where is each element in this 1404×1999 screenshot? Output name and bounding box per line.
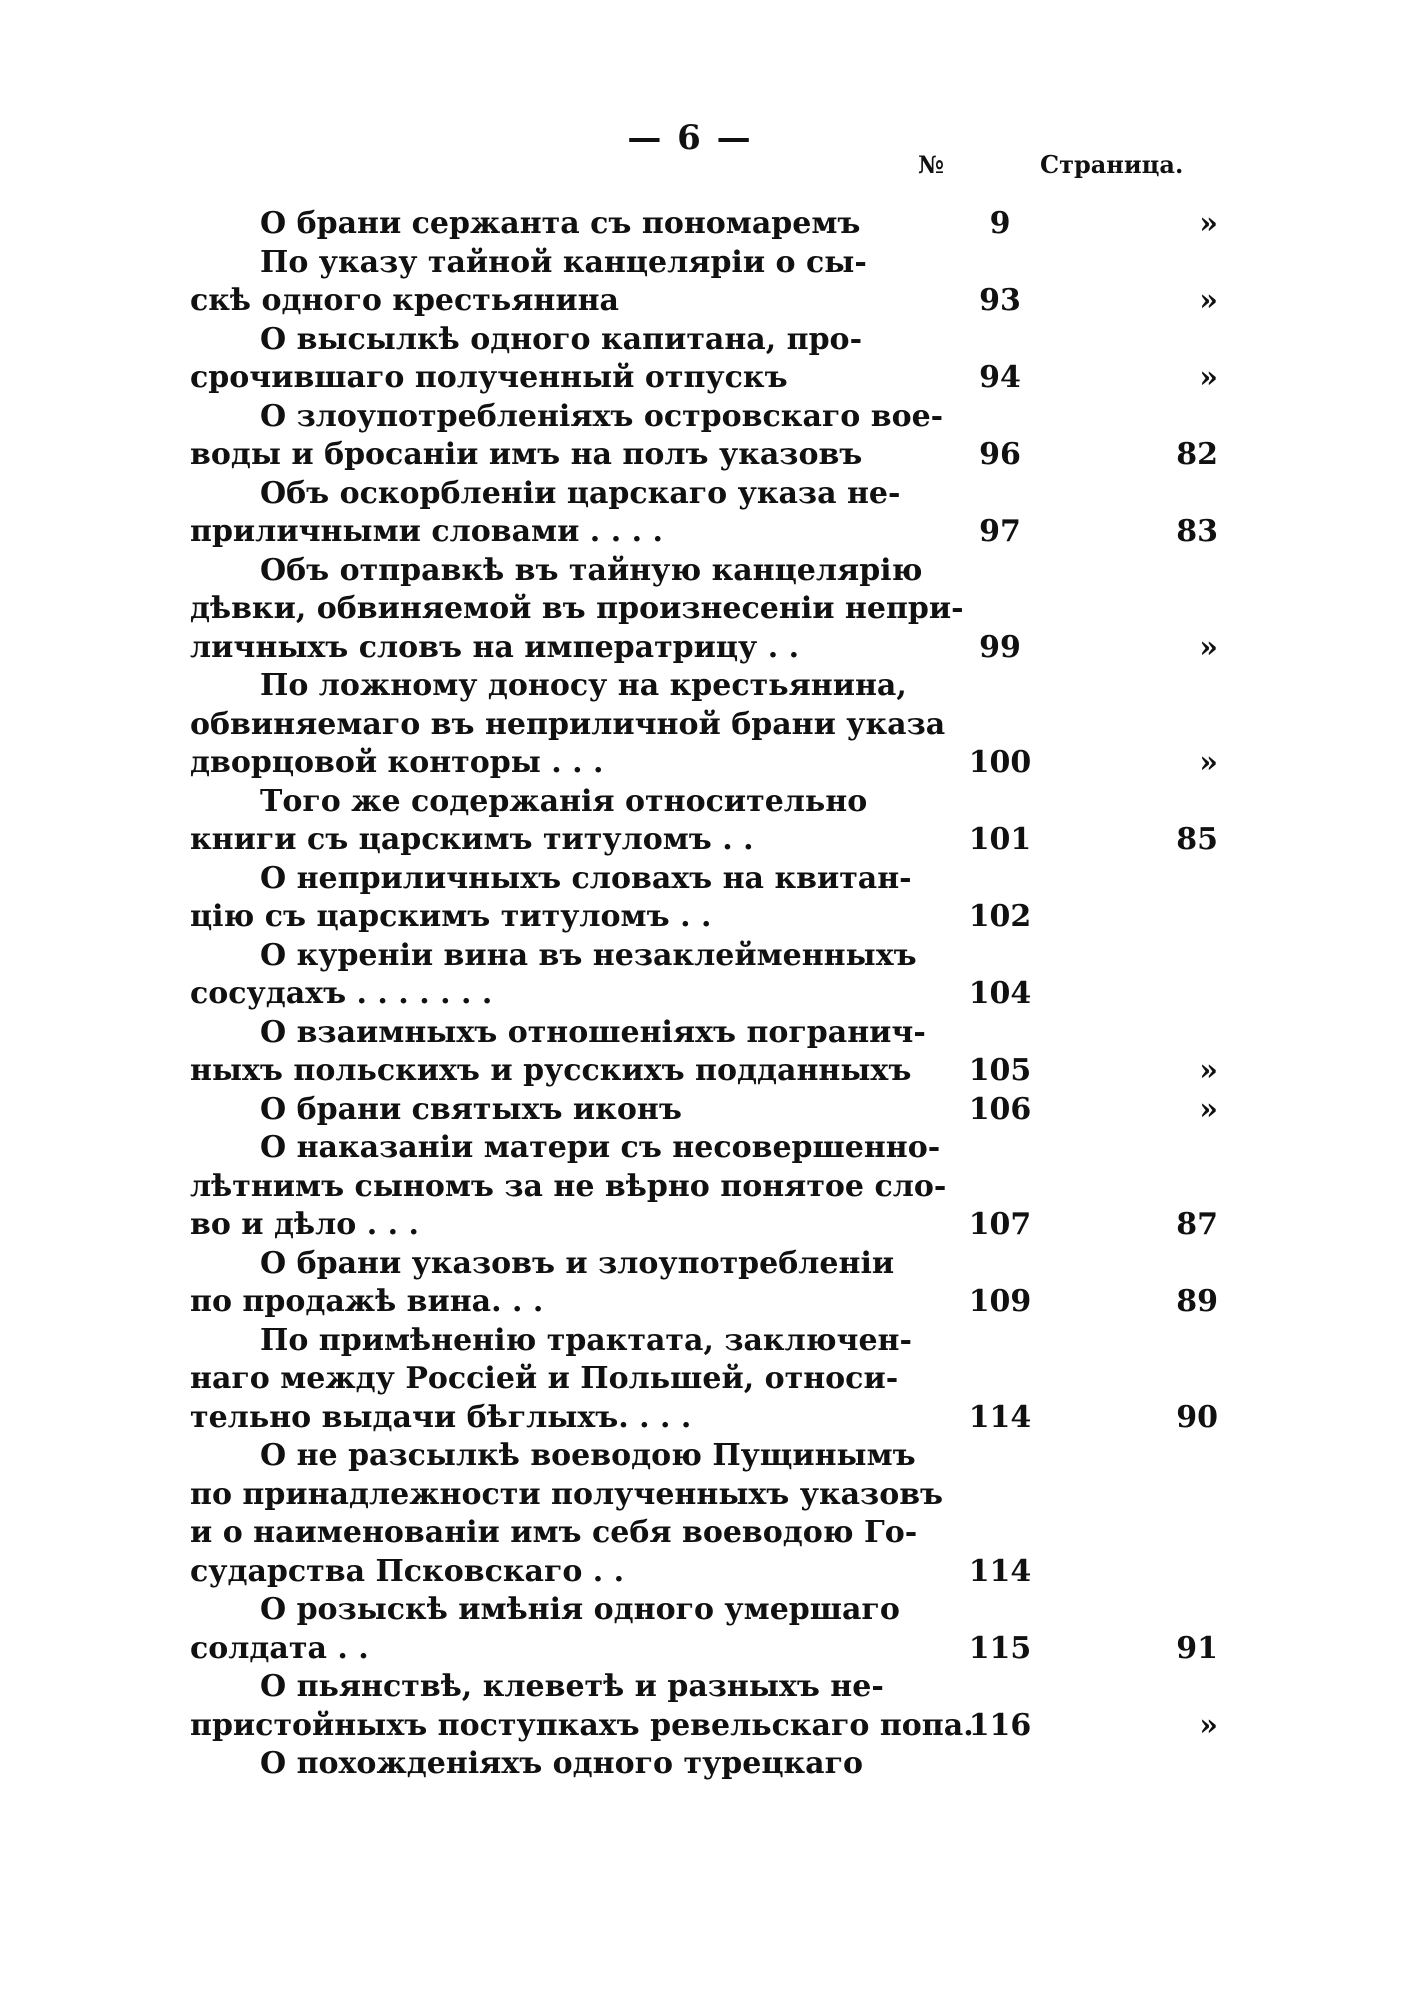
entry-page: »	[1199, 360, 1218, 395]
entry-line	[0, 706, 1404, 745]
entry-number: 104	[968, 976, 1032, 1011]
entry-line	[0, 552, 1404, 591]
entry-line	[0, 398, 1404, 437]
table-of-contents	[0, 205, 1404, 1784]
toc-entry	[0, 1129, 1404, 1245]
entry-line	[0, 898, 1404, 937]
entry-line	[0, 1245, 1404, 1284]
entry-title-text: скѣ одного крестьянина	[190, 283, 619, 318]
toc-entry	[0, 398, 1404, 475]
entry-number: 114	[968, 1553, 1032, 1589]
entry-number: 109	[968, 1284, 1032, 1319]
entry-title-text: дворцовой конторы . . .	[190, 745, 604, 780]
entry-title-text: О похожденіяхъ одного турецкаго	[260, 1746, 864, 1781]
entry-number: 105	[968, 1053, 1032, 1088]
entry-line	[0, 1052, 1404, 1091]
entry-page: »	[1199, 629, 1218, 665]
entry-page: »	[1199, 206, 1218, 241]
toc-entry	[0, 1245, 1404, 1322]
entry-page: 90	[1176, 1399, 1218, 1435]
entry-number: 100	[968, 745, 1032, 780]
entry-line	[0, 1476, 1404, 1515]
entry-title-text: О розыскѣ имѣнія одного умершаго	[260, 1592, 900, 1627]
toc-entry	[0, 860, 1404, 937]
entry-title-text: срочившаго полученный отпускъ	[190, 360, 788, 395]
entry-title-text: по принадлежности полученныхъ указовъ	[190, 1476, 944, 1512]
entry-title-text: По указу тайной канцеляріи о сы-	[260, 244, 867, 280]
entry-title-text: Объ отправкѣ въ тайную канцелярію	[260, 552, 923, 588]
entry-line	[0, 1091, 1404, 1130]
entry-line	[0, 1322, 1404, 1361]
number-column-header: №	[918, 150, 945, 179]
entry-title-text: По примѣненію трактата, заключен-	[260, 1322, 912, 1358]
entry-title-text: воды и бросаніи имъ на полъ указовъ	[190, 437, 863, 472]
entry-title-text: дѣвки, обвиняемой въ произнесеніи непри-	[190, 591, 964, 626]
entry-number: 101	[968, 822, 1032, 857]
toc-entry	[0, 321, 1404, 398]
entry-title-text: личныхъ словъ на императрицу . .	[190, 629, 800, 665]
entry-title-text: тельно выдачи бѣглыхъ. . . .	[190, 1399, 692, 1435]
toc-entry	[0, 552, 1404, 668]
entry-number: 114	[968, 1399, 1032, 1435]
entry-line	[0, 205, 1404, 244]
entry-line	[0, 1014, 1404, 1053]
entry-line	[0, 1745, 1404, 1784]
entry-line	[0, 1514, 1404, 1553]
entry-title-text: солдата . .	[190, 1630, 369, 1666]
entry-page: 91	[1176, 1630, 1218, 1666]
entry-line	[0, 860, 1404, 899]
entry-line	[0, 667, 1404, 706]
entry-title-text: По ложному доносу на крестьянина,	[260, 668, 907, 703]
entry-title-text: наго между Россіей и Польшей, относи-	[190, 1361, 899, 1396]
entry-number: 96	[979, 437, 1021, 472]
entry-number: 94	[979, 360, 1021, 395]
entry-title-text: О взаимныхъ отношеніяхъ погранич-	[260, 1014, 926, 1050]
toc-entry	[0, 1322, 1404, 1438]
entry-number: 102	[968, 899, 1032, 934]
entry-line	[0, 629, 1404, 668]
entry-line	[0, 359, 1404, 398]
entry-title-text: Объ оскорбленіи царскаго указа не-	[260, 475, 901, 511]
entry-line	[0, 1168, 1404, 1207]
entry-line	[0, 1437, 1404, 1476]
entry-line	[0, 475, 1404, 514]
entry-line	[0, 1591, 1404, 1630]
entry-page: 87	[1176, 1207, 1218, 1242]
entry-line	[0, 282, 1404, 321]
entry-line	[0, 1553, 1404, 1592]
entry-line	[0, 1283, 1404, 1322]
entry-number: 97	[979, 514, 1021, 549]
entry-line	[0, 975, 1404, 1014]
entry-title-text: О наказаніи матери съ несовершенно-	[260, 1130, 941, 1165]
entry-line	[0, 1129, 1404, 1168]
entry-number: 93	[979, 283, 1021, 318]
page-number: — 6 —	[627, 118, 753, 158]
entry-title-text: приличными словами . . . .	[190, 514, 663, 549]
toc-entry	[0, 475, 1404, 552]
toc-entry	[0, 1745, 1404, 1784]
entry-title-text: О пьянствѣ, клеветѣ и разныхъ не-	[260, 1669, 884, 1704]
entry-page: »	[1199, 283, 1218, 318]
entry-title-text: лѣтнимъ сыномъ за не вѣрно понятое сло-	[190, 1168, 947, 1204]
entry-line	[0, 937, 1404, 976]
entry-line	[0, 1668, 1404, 1707]
entry-title-text: О неприличныхъ словахъ на квитан-	[260, 860, 912, 896]
toc-entry	[0, 783, 1404, 860]
entry-number: 107	[968, 1207, 1032, 1242]
toc-entry	[0, 1437, 1404, 1591]
entry-title-text: О не разсылкѣ воеводою Пущинымъ	[260, 1438, 916, 1473]
entry-title-text: по продажѣ вина. . .	[190, 1284, 544, 1319]
entry-number: 106	[968, 1091, 1032, 1127]
entry-line	[0, 513, 1404, 552]
entry-number: 116	[968, 1707, 1032, 1743]
entry-title-text: О высылкѣ одного капитана, про-	[260, 321, 863, 357]
entry-line	[0, 1399, 1404, 1438]
entry-title-text: О куреніи вина въ незаклейменныхъ	[260, 937, 917, 973]
entry-line	[0, 590, 1404, 629]
entry-title-text: книги съ царскимъ титуломъ . .	[190, 822, 754, 857]
toc-entry	[0, 1014, 1404, 1091]
entry-page: »	[1199, 1053, 1218, 1088]
entry-line	[0, 1707, 1404, 1746]
toc-entry	[0, 1668, 1404, 1745]
entry-title-text: О брани указовъ и злоупотребленіи	[260, 1245, 895, 1281]
entry-title-text: пристойныхъ поступкахъ ревельскаго попа.	[190, 1707, 974, 1743]
entry-number: 115	[968, 1630, 1032, 1666]
entry-line	[0, 321, 1404, 360]
entry-line	[0, 436, 1404, 475]
entry-line	[0, 744, 1404, 783]
entry-title-text: О злоупотребленіяхъ островскаго вое-	[260, 398, 944, 434]
entry-title-text: сударства Псковскаго . .	[190, 1553, 625, 1589]
entry-line	[0, 1206, 1404, 1245]
entry-line	[0, 244, 1404, 283]
entry-line	[0, 783, 1404, 822]
entry-number: 9	[989, 206, 1011, 241]
entry-title-text: обвиняемаго въ неприличной брани указа	[190, 706, 946, 742]
entry-line	[0, 1630, 1404, 1669]
entry-page: 82	[1176, 437, 1218, 472]
entry-title-text: О брани сержанта съ пономаремъ	[260, 206, 861, 241]
entry-page: 83	[1176, 514, 1218, 549]
toc-entry	[0, 244, 1404, 321]
toc-entry	[0, 1591, 1404, 1668]
entry-title-text: цію съ царскимъ титуломъ . .	[190, 899, 712, 934]
entry-title-text: и о наименованіи имъ себя воеводою Го-	[190, 1515, 918, 1550]
entry-title-text: Того же содержанія относительно	[260, 783, 868, 819]
entry-line	[0, 821, 1404, 860]
entry-page: 89	[1176, 1284, 1218, 1319]
entry-title-text: сосудахъ . . . . . . .	[190, 976, 493, 1011]
entry-page: 85	[1176, 822, 1218, 857]
toc-entry	[0, 1091, 1404, 1130]
toc-entry	[0, 205, 1404, 244]
entry-title-text: ныхъ польскихъ и русскихъ подданныхъ	[190, 1053, 912, 1088]
entry-title-text: О брани святыхъ иконъ	[260, 1091, 682, 1127]
toc-entry	[0, 667, 1404, 783]
entry-line	[0, 1360, 1404, 1399]
entry-page: »	[1199, 1707, 1218, 1743]
entry-page: »	[1199, 1091, 1218, 1127]
toc-entry	[0, 937, 1404, 1014]
entry-page: »	[1199, 745, 1218, 780]
entry-title-text: во и дѣло . . .	[190, 1207, 419, 1242]
entry-number: 99	[979, 629, 1021, 665]
page-column-header: Страница.	[1040, 150, 1184, 179]
